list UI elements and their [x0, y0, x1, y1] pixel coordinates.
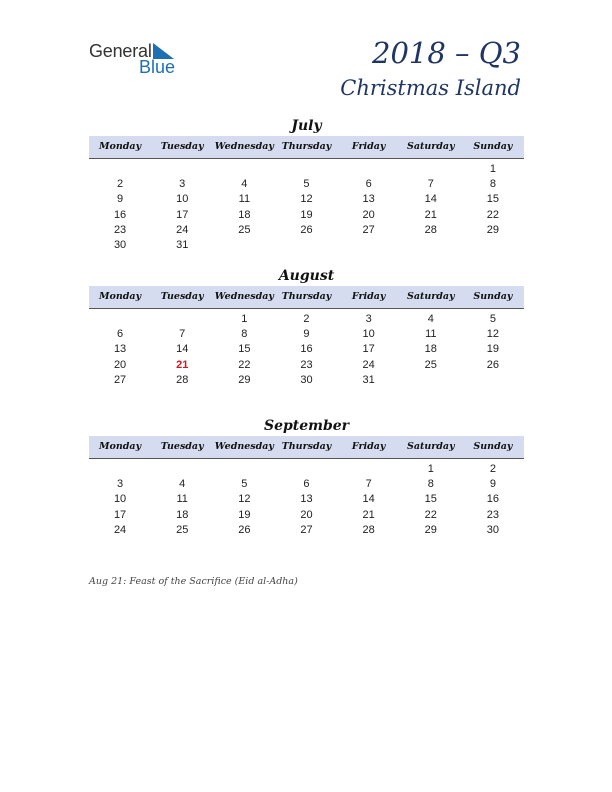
day-cell: 9	[117, 193, 124, 206]
day-cell: 30	[113, 238, 127, 251]
empty-cell	[213, 162, 275, 177]
day-cell: 27	[113, 373, 127, 386]
weekday-label: Monday	[99, 141, 142, 152]
day-cell: 28	[424, 223, 437, 236]
day-cell: 20	[300, 508, 313, 521]
day-cell: 10	[113, 493, 127, 506]
day-cell: 1	[241, 313, 248, 325]
weekday-label: Tuesday	[160, 141, 204, 152]
day-cell: 4	[241, 178, 248, 191]
day-cell: 11	[176, 493, 188, 506]
day-cell: 6	[303, 478, 310, 491]
day-cell: 15	[238, 343, 251, 356]
day-cell: 2	[117, 178, 124, 191]
day-cell: 31	[176, 238, 189, 251]
logo-word-blue: Blue	[139, 57, 176, 77]
weekday-label: Saturday	[406, 291, 455, 302]
day-cell: 29	[486, 223, 500, 236]
month-name: July	[291, 118, 322, 134]
day-cell: 30	[300, 373, 313, 386]
weekday-label: Thursday	[281, 291, 332, 302]
day-cell: 8	[427, 478, 434, 491]
weekday-label: Friday	[351, 141, 386, 152]
weekday-header	[89, 436, 524, 459]
day-cell: 8	[489, 178, 496, 191]
day-cell: 11	[238, 193, 251, 206]
day-cell: 6	[365, 178, 372, 191]
day-cell: 9	[303, 328, 310, 341]
day-cell: 25	[238, 223, 251, 236]
day-cell: 24	[176, 223, 189, 236]
weekday-label: Thursday	[281, 141, 332, 152]
day-cell: 5	[303, 178, 310, 191]
day-cell: 13	[362, 193, 375, 206]
weekday-label: Sunday	[473, 141, 513, 152]
day-cell: 16	[486, 493, 500, 506]
day-cell: 5	[241, 478, 248, 491]
weekday-label: Tuesday	[160, 291, 204, 302]
holiday-day-cell: 21	[176, 358, 189, 371]
day-cell: 12	[300, 193, 313, 206]
weekday-label: Friday	[351, 441, 386, 452]
day-cell: 14	[362, 493, 375, 506]
day-cell: 27	[362, 223, 375, 236]
weekday-label: Wednesday	[214, 141, 274, 152]
day-cell: 17	[113, 508, 127, 521]
day-cell: 16	[300, 343, 313, 356]
weekday-label: Monday	[99, 441, 142, 452]
day-cell: 23	[113, 223, 127, 236]
day-cell: 15	[486, 193, 500, 206]
day-cell: 12	[238, 493, 251, 506]
day-cell: 19	[486, 343, 500, 356]
day-cell: 17	[176, 208, 189, 221]
day-cell: 18	[238, 208, 251, 221]
logo-word-general: General	[89, 41, 152, 61]
day-grid	[89, 312, 524, 388]
weekday-label: Saturday	[406, 441, 455, 452]
day-grid	[89, 162, 524, 253]
day-cell: 22	[486, 208, 500, 221]
month-august	[89, 266, 524, 388]
day-cell: 15	[424, 493, 437, 506]
day-cell: 12	[486, 328, 500, 341]
day-cell: 26	[300, 223, 313, 236]
day-cell: 6	[117, 328, 124, 341]
day-cell: 7	[427, 178, 434, 191]
day-cell: 2	[303, 313, 310, 325]
day-cell: 1	[427, 463, 434, 475]
day-cell: 17	[362, 343, 375, 356]
day-cell: 14	[424, 193, 437, 206]
day-cell: 23	[486, 508, 500, 521]
day-cell: 13	[300, 493, 313, 506]
day-cell: 29	[238, 373, 251, 386]
empty-cell	[275, 462, 337, 477]
month-name: August	[278, 268, 335, 284]
empty-cell	[275, 162, 337, 177]
holiday-note: Aug 21: Feast of the Sacrifice (Eid al-Adha)	[89, 576, 298, 587]
empty-cell	[89, 312, 151, 327]
month-name: September	[263, 418, 350, 434]
day-cell: 4	[179, 478, 186, 491]
empty-cell	[151, 462, 213, 477]
day-cell: 1	[489, 163, 496, 175]
day-cell: 18	[176, 508, 189, 521]
day-cell: 26	[486, 358, 500, 371]
day-cell: 24	[113, 523, 127, 536]
weekday-label: Friday	[351, 291, 386, 302]
weekday-label: Sunday	[473, 291, 513, 302]
weekday-header	[89, 136, 524, 159]
page-title: 2018 – Q3	[372, 36, 521, 70]
empty-cell	[213, 462, 275, 477]
day-cell: 7	[365, 478, 372, 491]
day-cell: 10	[362, 328, 375, 341]
day-cell: 3	[179, 178, 186, 191]
day-cell: 11	[425, 328, 437, 341]
day-cell: 8	[241, 328, 248, 341]
weekday-label: Tuesday	[160, 441, 204, 452]
day-cell: 9	[489, 478, 496, 491]
empty-cell	[151, 162, 213, 177]
brand-logo	[89, 40, 189, 76]
day-cell: 7	[179, 328, 186, 341]
day-cell: 20	[362, 208, 375, 221]
day-cell: 10	[176, 193, 189, 206]
weekday-label: Monday	[99, 291, 142, 302]
weekday-label: Wednesday	[214, 441, 274, 452]
day-cell: 2	[489, 463, 496, 475]
day-cell: 24	[362, 358, 375, 371]
day-cell: 27	[300, 523, 313, 536]
day-cell: 31	[362, 373, 375, 386]
empty-cell	[89, 162, 151, 177]
day-cell: 14	[176, 343, 189, 356]
weekday-label: Wednesday	[214, 291, 274, 302]
day-cell: 30	[486, 523, 500, 536]
weekday-label: Saturday	[406, 141, 455, 152]
day-cell: 4	[427, 313, 434, 325]
day-cell: 3	[117, 478, 124, 491]
day-cell: 21	[424, 208, 437, 221]
day-cell: 19	[238, 508, 251, 521]
day-cell: 5	[489, 313, 496, 325]
day-grid	[89, 462, 524, 538]
month-july	[89, 116, 524, 253]
weekday-header	[89, 286, 524, 309]
day-cell: 28	[176, 373, 189, 386]
day-cell: 13	[113, 343, 127, 356]
day-cell: 22	[238, 358, 251, 371]
day-cell: 29	[424, 523, 437, 536]
day-cell: 21	[362, 508, 375, 521]
empty-cell	[338, 462, 400, 477]
day-cell: 25	[424, 358, 437, 371]
empty-cell	[400, 162, 462, 177]
day-cell: 23	[300, 358, 313, 371]
day-cell: 22	[424, 508, 437, 521]
day-cell: 19	[300, 208, 313, 221]
day-cell: 26	[238, 523, 251, 536]
day-cell: 20	[113, 358, 127, 371]
day-cell: 3	[365, 313, 372, 325]
weekday-label: Sunday	[473, 441, 513, 452]
day-cell: 16	[113, 208, 127, 221]
month-september	[89, 416, 524, 538]
day-cell: 18	[424, 343, 437, 356]
empty-cell	[338, 162, 400, 177]
weekday-label: Thursday	[281, 441, 332, 452]
page-subtitle: Christmas Island	[340, 76, 521, 100]
day-cell: 25	[176, 523, 189, 536]
empty-cell	[151, 312, 213, 327]
day-cell: 28	[362, 523, 375, 536]
empty-cell	[89, 462, 151, 477]
